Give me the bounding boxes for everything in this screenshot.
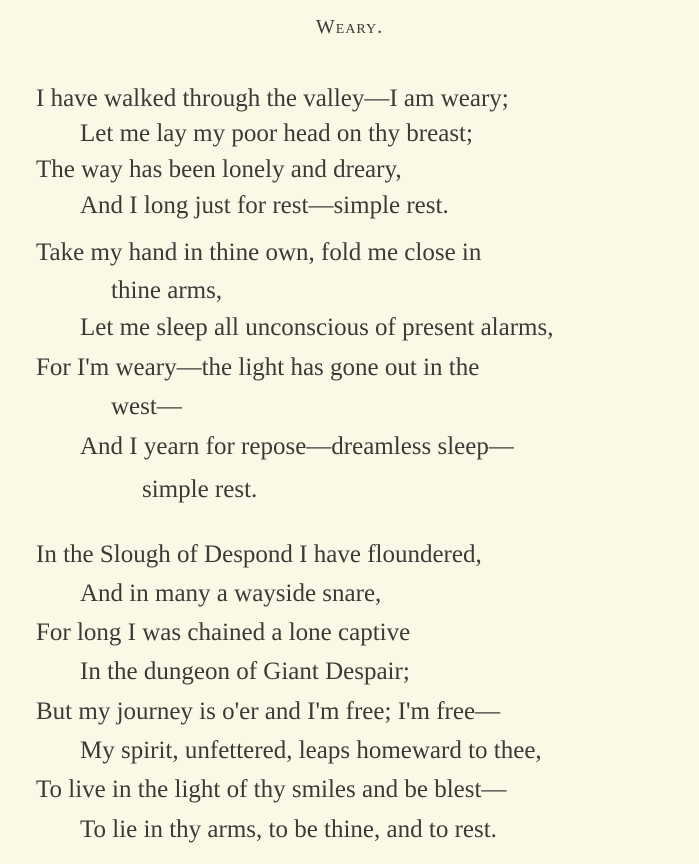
poem-line: But my journey is o'er and I'm free; I'm free— — [36, 698, 501, 725]
poem-line: I have walked through the valley—I am weary; — [36, 85, 509, 112]
poem-line: The way has been lonely and dreary, — [36, 156, 402, 183]
poem-line: thine arms, — [111, 277, 223, 304]
poem-line: simple rest. — [142, 476, 258, 503]
poem-line: Take my hand in thine own, fold me close in — [36, 239, 482, 266]
poem-line: west— — [111, 393, 182, 420]
poem-line: In the Slough of Despond I have floundered, — [36, 541, 482, 568]
poem-title: Weary. — [315, 16, 384, 38]
poem-line: For long I was chained a lone captive — [36, 619, 411, 646]
poem-line: To lie in thy arms, to be thine, and to rest. — [80, 816, 497, 843]
poem-line: And I yearn for repose—dreamless sleep— — [80, 433, 514, 460]
poem-line: For I'm weary—the light has gone out in the — [36, 354, 480, 381]
poem-line: In the dungeon of Giant Despair; — [80, 658, 410, 685]
poem-line: To live in the light of thy smiles and be blest— — [36, 776, 507, 803]
poem-line: Let me lay my poor head on thy breast; — [80, 120, 473, 147]
poem-line: My spirit, unfettered, leaps homeward to thee, — [80, 737, 542, 764]
poem-line: And in many a wayside snare, — [80, 580, 382, 607]
poem-line: Let me sleep all unconscious of present alarms, — [80, 314, 554, 341]
poem-line: And I long just for rest—simple rest. — [80, 192, 449, 219]
